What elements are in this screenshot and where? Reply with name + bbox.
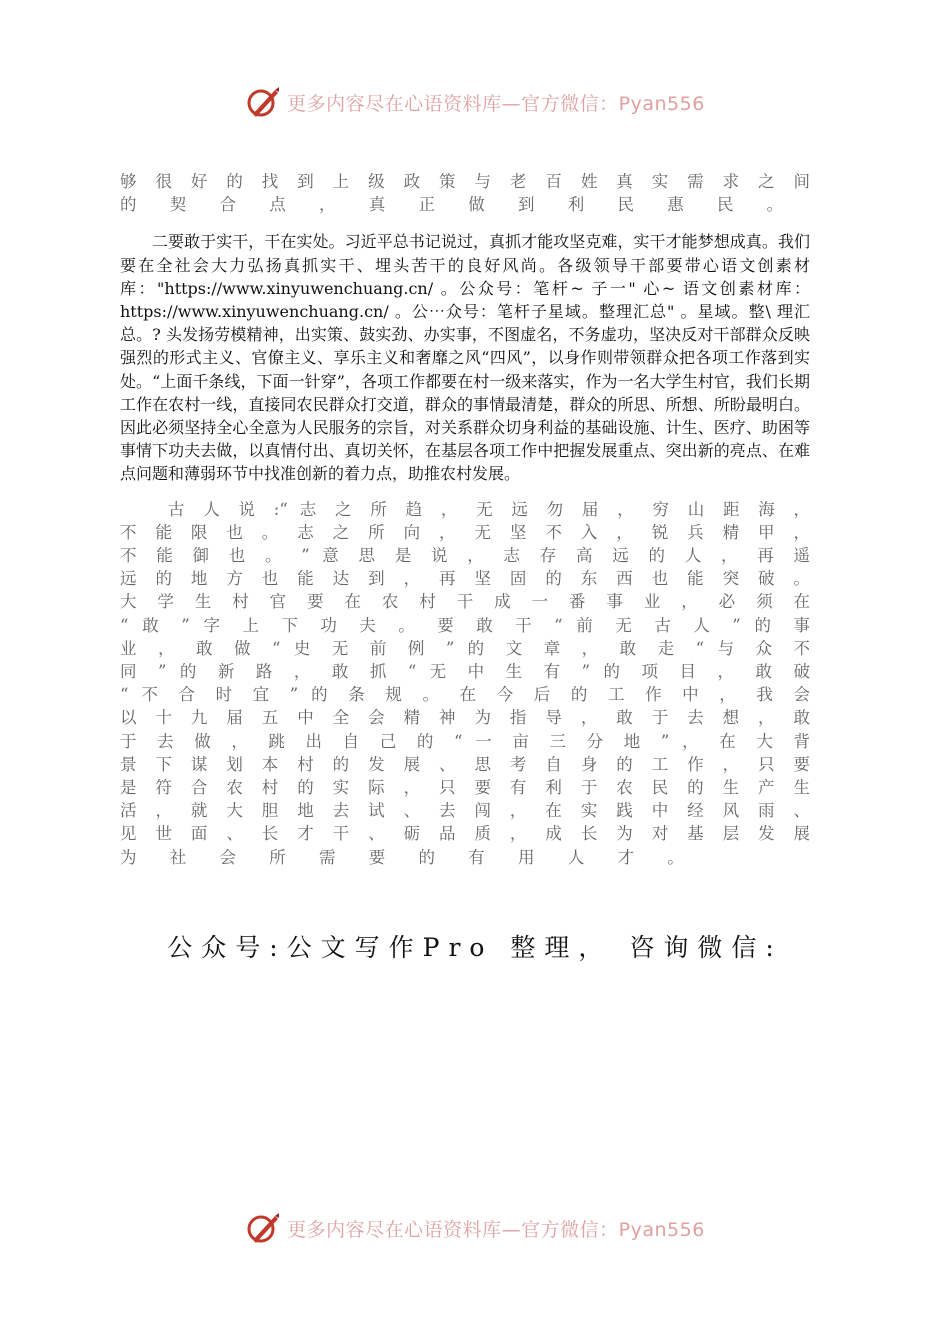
para3-line: 业 ， 敢 做 “ 史 无 前 例 ” 的 文 章 ， 敢 走 “ 与 众 不 [120,638,810,658]
para3-line: “ 不 合 时 宜 ” 的 条 规 。 在 今 后 的 工 作 中 ， 我 会 [120,685,810,705]
para1-line-1: 够 很 好 的 找 到 上 级 政 策 与 老 百 姓 真 实 需 求 之 间 [120,172,810,191]
para3-line: 大 学 生 村 官 要 在 农 村 干 成 一 番 事 业 ， 必 须 在 [120,592,810,612]
document-body [120,170,810,869]
footer-note: 公众号:公文写作Pro 整理， 咨询微信: [167,933,783,962]
para3-line: 见 世 面 、 长 才 干 、 砺 品 质 ， 成 长 为 对 基 层 发 展 [120,824,810,844]
pen-logo-icon [245,84,281,120]
para3-line: 同 ” 的 新 路 ， 敢 抓 “ 无 中 生 有 ” 的 项 目 ， 敢 破 [120,662,810,682]
para3-line: 古 人 说 :“ 志 之 所 趋 ， 无 远 勿 届 ， 穷 山 距 海 ， [168,499,810,519]
banner-text: 更多内容尽在心语资料库—官方微信：Pyan556 [287,92,705,115]
footer-banner [0,1210,950,1246]
para3-line: 远 的 地 方 也 能 达 到 ， 再 坚 固 的 东 西 也 能 突 破 。 [120,569,810,589]
para3-line: 景 下 谋 划 本 村 的 发 展 、 思 考 自 身 的 工 作 ， 只 要 [120,754,810,774]
para3-line: 是 符 合 农 村 的 实 际 ， 只 要 有 利 于 农 民 的 生 产 生 [120,778,810,798]
para3-line: 不 能 限 也 。 志 之 所 向 ， 无 坚 不 入 ， 锐 兵 精 甲 ， [120,522,810,542]
banner-text: 更多内容尽在心语资料库—官方微信：Pyan556 [287,1218,705,1241]
para3-line-last: 为 社 会 所 需 要 的 有 用 人 才 。 [120,847,698,867]
para2: 二要敢于实干，干在实处。习近平总书记说过，真抓才能攻坚克难，实干才能梦想成真。我们要在全社会大力弘扬真抓实干、埋头苦干的良好风尚。各级领导干部要带心语文创素材库："https://www.xinyuwenchuang.cn/ 。公众号：笔杆~ 子一" 心~ 语文创素材库：https://www.xinyuwenchuang.cn/ 。公⋯众号：笔杆子星域。整理汇总" 。星域。整\ 理汇总。? 头发扬劳模精神，出实策、鼓实劲、办实事，不图虚名，不务虚功，坚决反对干部群众反映强烈的形式主义、官僚主义、享乐主义和奢靡之风“四风”，以身作则带领群众把各项工作落到实处。“上面千条线，下面一针穿”，各项工作都要在村一级来落实，作为一名大学生村官，我们长期工作在农村一线，直接同农民群众打交道，群众的事情最清楚，群众的所思、所想、所盼最明白。因此必须坚持全心全意为人民服务的宗旨，对关系群众切身利益的基础设施、计生、医疗、助困等事情下功夫去做，以真情付出、真切关怀，在基层各项工作中把握发展重点、突出新的亮点、在难点问题和薄弱环节中找准创新的着力点，助推农村发展。 [120,232,810,484]
para3-line: 不 能 御 也 。 ” 意 思 是 说 ， 志 存 高 远 的 人 ， 再 遥 [120,546,810,566]
para3-line: 于 去 做 ， 跳 出 自 己 的 “ 一 亩 三 分 地 ” ， 在 大 背 [120,731,810,751]
pen-logo-icon [245,1210,281,1246]
para3-line: 以 十 九 届 五 中 全 会 精 神 为 指 导 ， 敢 于 去 想 ， 敢 [120,708,810,728]
para3 [120,498,810,869]
para1-line-2: 的 契 合 点 ， 真 正 做 到 利 民 惠 民 。 [120,195,798,215]
para3-line: “ 敢 ” 字 上 下 功 夫 。 要 敢 干 “ 前 无 古 人 ” 的 事 [120,615,810,635]
header-banner [0,84,950,120]
para3-line: 活 ， 就 大 胆 地 去 试 、 去 闯 ， 在 实 践 中 经 风 雨 、 [120,801,810,821]
